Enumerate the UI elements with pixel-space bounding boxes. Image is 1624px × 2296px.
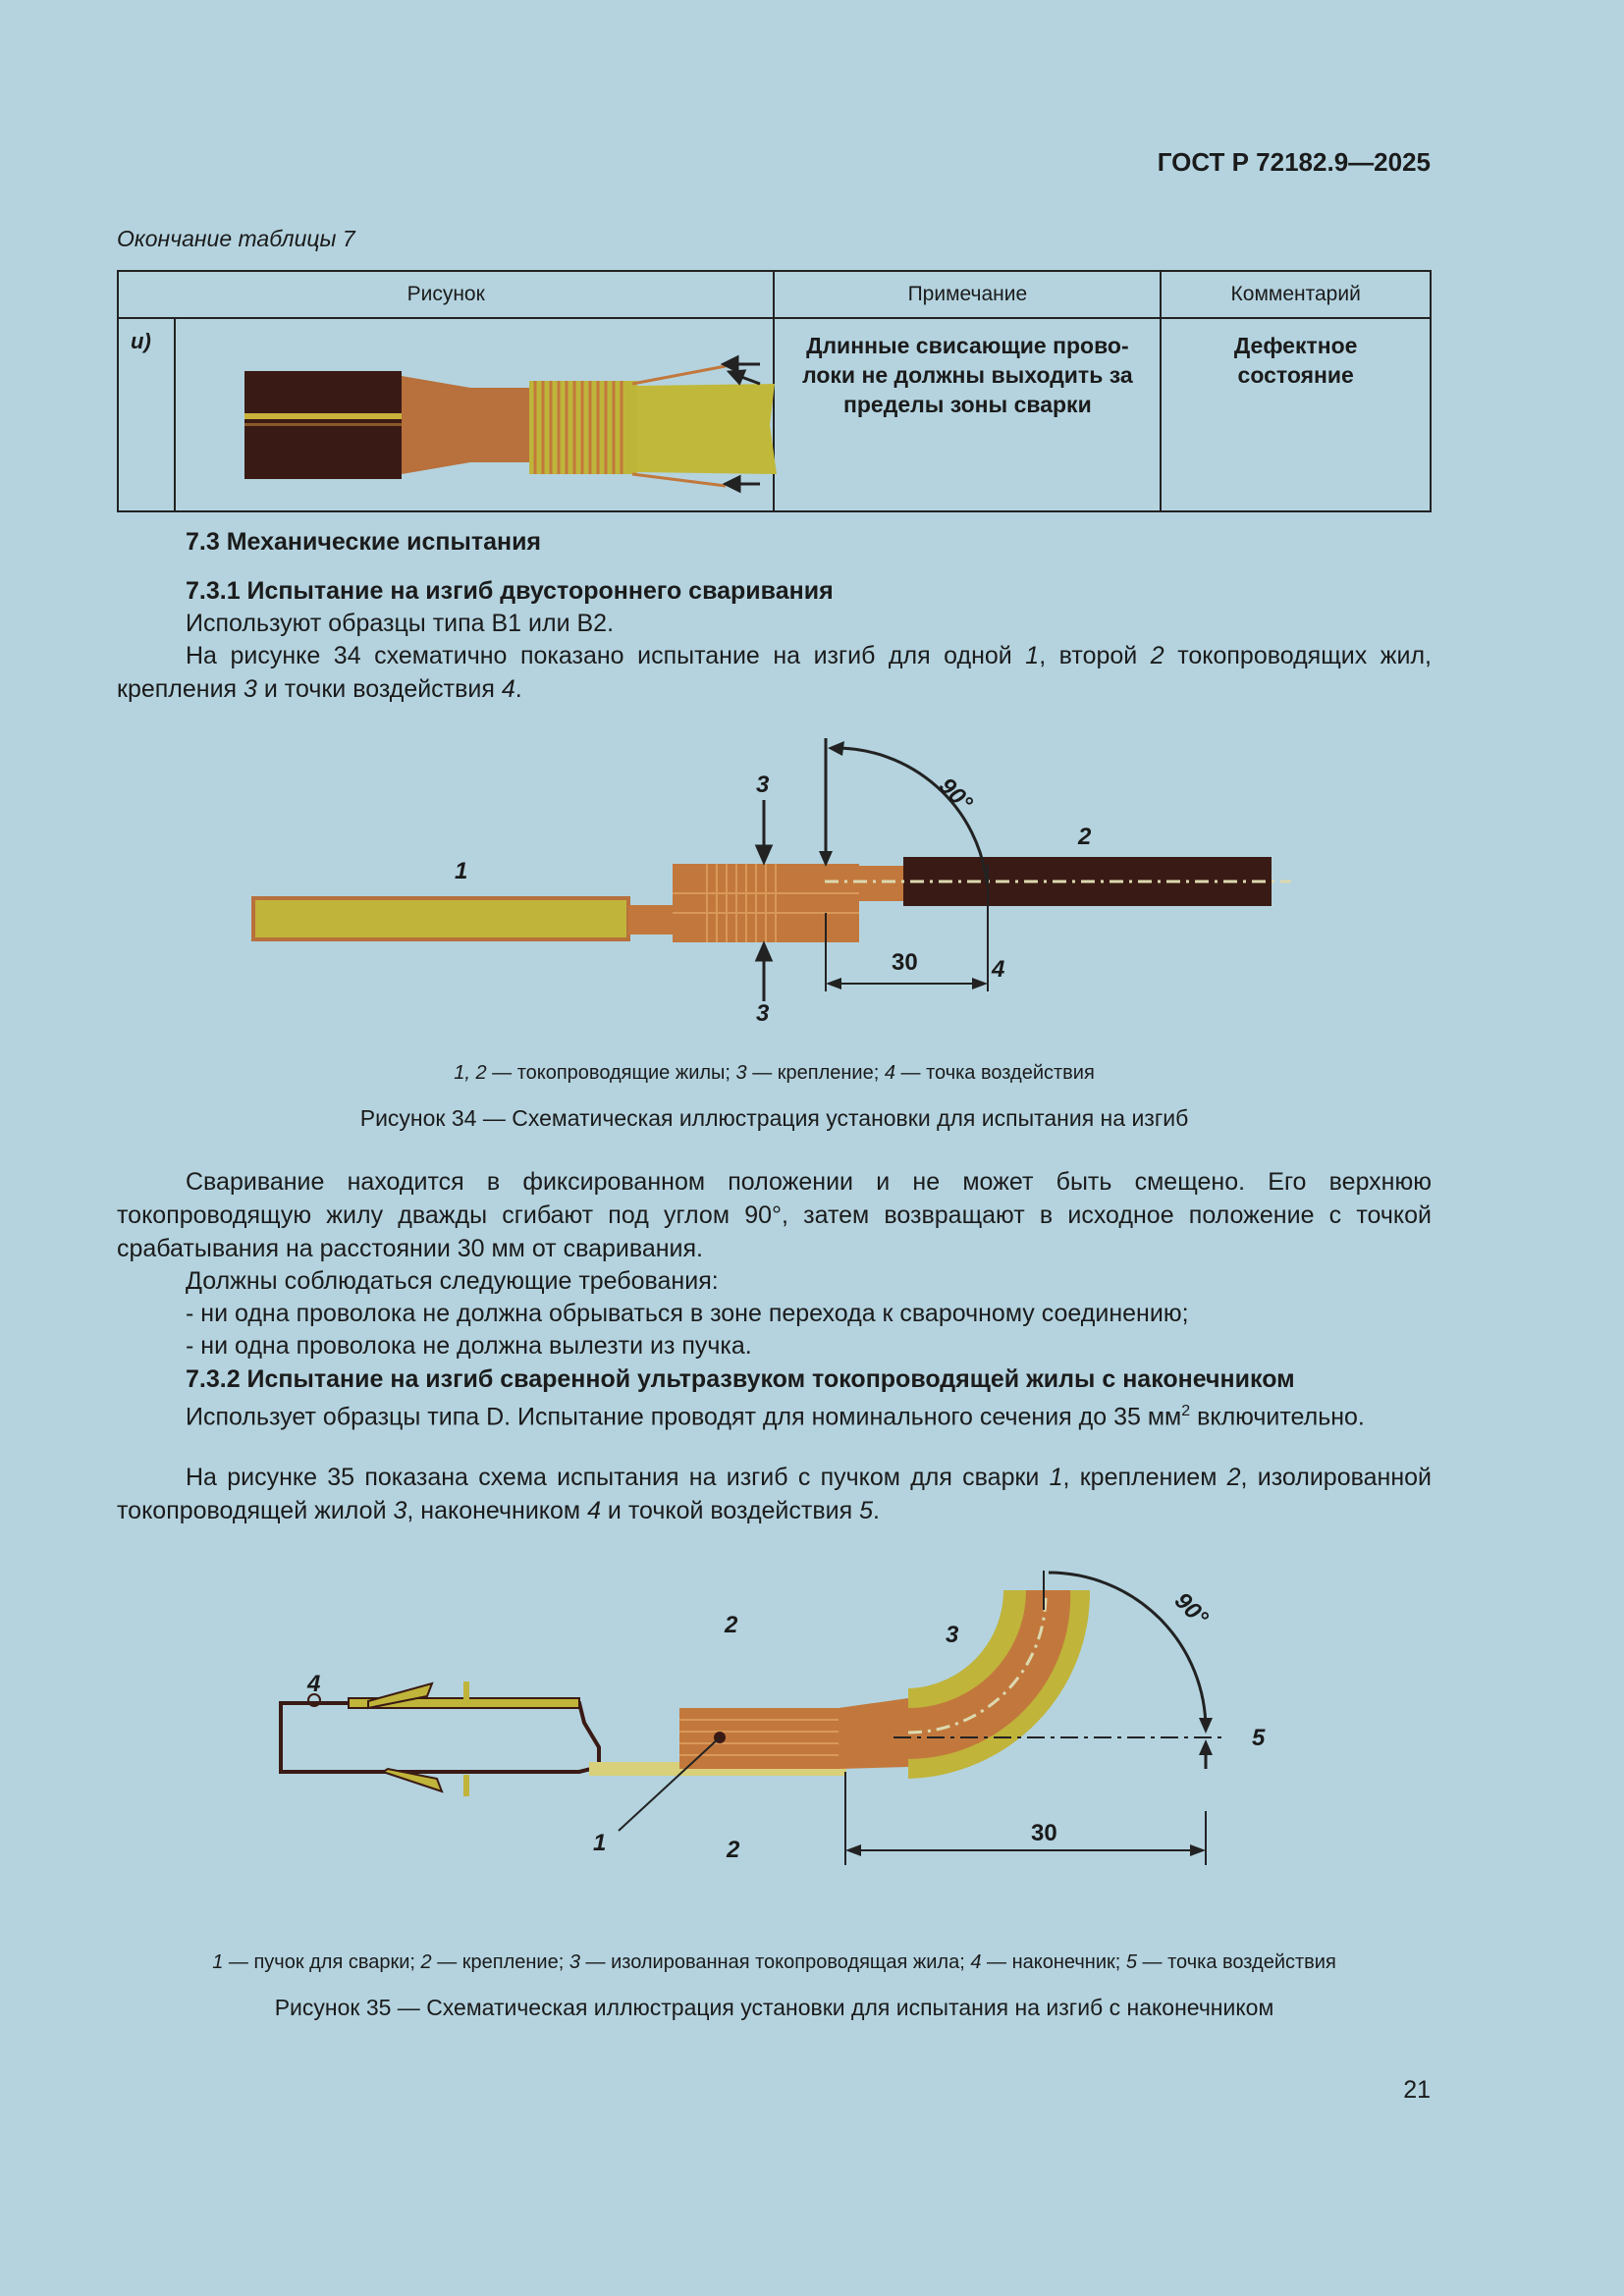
- figure-35-legend: 1 — пучок для сварки; 2 — крепление; 3 — изолированная токопроводящая жила; 4 — наконечник; 5 — точка воздействия: [212, 1951, 1336, 1973]
- col-header-comment: Комментарий: [1161, 271, 1431, 318]
- table-row: [118, 318, 1431, 511]
- row-figure-cell: [175, 318, 774, 511]
- fig34-dim-30: 30: [892, 949, 918, 976]
- fig35-label-2-top: 2: [725, 1612, 738, 1638]
- figure-35: [0, 1551, 1624, 1885]
- fig35-dim-30: 30: [1031, 1820, 1057, 1846]
- fig34-angle: 90°: [933, 773, 978, 817]
- table-header-row: [118, 271, 1431, 318]
- figure-35-title: Рисунок 35 — Схематическая иллюстрация установки для испытания на изгиб с наконечником: [274, 1995, 1274, 2020]
- fig34-label-2: 2: [1078, 824, 1092, 850]
- fig34-label-1: 1: [455, 858, 468, 884]
- defect-weld-illustration: [235, 327, 824, 494]
- table-7: [117, 270, 1432, 512]
- fig34-label-3-top: 3: [756, 772, 770, 798]
- fig35-angle: 90°: [1168, 1587, 1214, 1631]
- section-7-3-1-title: 7.3.1 Испытание на изгиб двустороннего сваривания: [186, 577, 834, 605]
- row-note: Длинные свисающие прово-локи не должны выходить за пределы зоны сварки: [774, 318, 1161, 511]
- fig35-label-2-bottom: 2: [727, 1837, 740, 1863]
- figure-34-legend: 1, 2 — токопроводящие жилы; 3 — крепление; 4 — точка воздействия: [454, 1062, 1095, 1084]
- section-7-3-2-title: 7.3.2 Испытание на изгиб сваренной ультразвуком токопроводящей жилы с наконечником: [186, 1365, 1295, 1393]
- fig35-label-4: 4: [307, 1671, 321, 1697]
- figure-34: [0, 717, 1624, 1050]
- figure-34-title: Рисунок 34 — Схематическая иллюстрация установки для испытания на изгиб: [359, 1105, 1189, 1131]
- table-caption: Окончание таблицы 7: [117, 226, 355, 251]
- row-comment: Дефектное состояние: [1161, 318, 1431, 511]
- col-header-note: Примечание: [774, 271, 1161, 318]
- paragraph-requirements: Должны соблюдаться следующие требования:: [186, 1267, 719, 1295]
- fig35-label-1: 1: [593, 1830, 607, 1856]
- list-item: - ни одна проволока не должна вылезти из пучка.: [186, 1332, 752, 1360]
- paragraph-7-3-2-samples: Использует образцы типа D. Испытание проводят для номинального сечения до 35 $мм^2$ включительно.: [186, 1403, 1365, 1431]
- paragraph-weld-fixed: Сваривание находится в фиксированном положении и не может быть смещено. Его верхнюю токопроводящую жилу дважды сгибают под углом 90°, затем возвращают в исходное положение с точкой срабатывания на расстоянии 30 мм от сваривания.: [117, 1168, 1432, 1262]
- row-label: и): [118, 318, 175, 511]
- fig35-label-5: 5: [1252, 1725, 1266, 1751]
- list-item: - ни одна проволока не должна обрываться в зоне перехода к сварочному соединению;: [186, 1300, 1189, 1327]
- section-7-3-title: 7.3 Механические испытания: [186, 528, 542, 556]
- paragraph-7-3-1-figure-ref: На рисунке 34 схематично показано испытание на изгиб для одной 1, второй 2 токопроводящих жил, крепления 3 и точки воздействия 4.: [117, 642, 1432, 703]
- fig34-label-4: 4: [992, 956, 1005, 983]
- paragraph-7-3-2-figure-ref: На рисунке 35 показана схема испытания на изгиб с пучком для сварки 1, креплением 2, изолированной токопроводящей жилой 3, наконечником 4 и точкой воздействия 5.: [117, 1464, 1432, 1524]
- page-number: 21: [1403, 2076, 1431, 2104]
- fig34-label-3-bottom: 3: [756, 1000, 770, 1027]
- paragraph-7-3-1-samples: Используют образцы типа В1 или В2.: [186, 610, 615, 637]
- col-header-figure: Рисунок: [118, 271, 774, 318]
- document-code: ГОСТ Р 72182.9—2025: [1157, 147, 1431, 177]
- fig35-label-3: 3: [946, 1622, 959, 1648]
